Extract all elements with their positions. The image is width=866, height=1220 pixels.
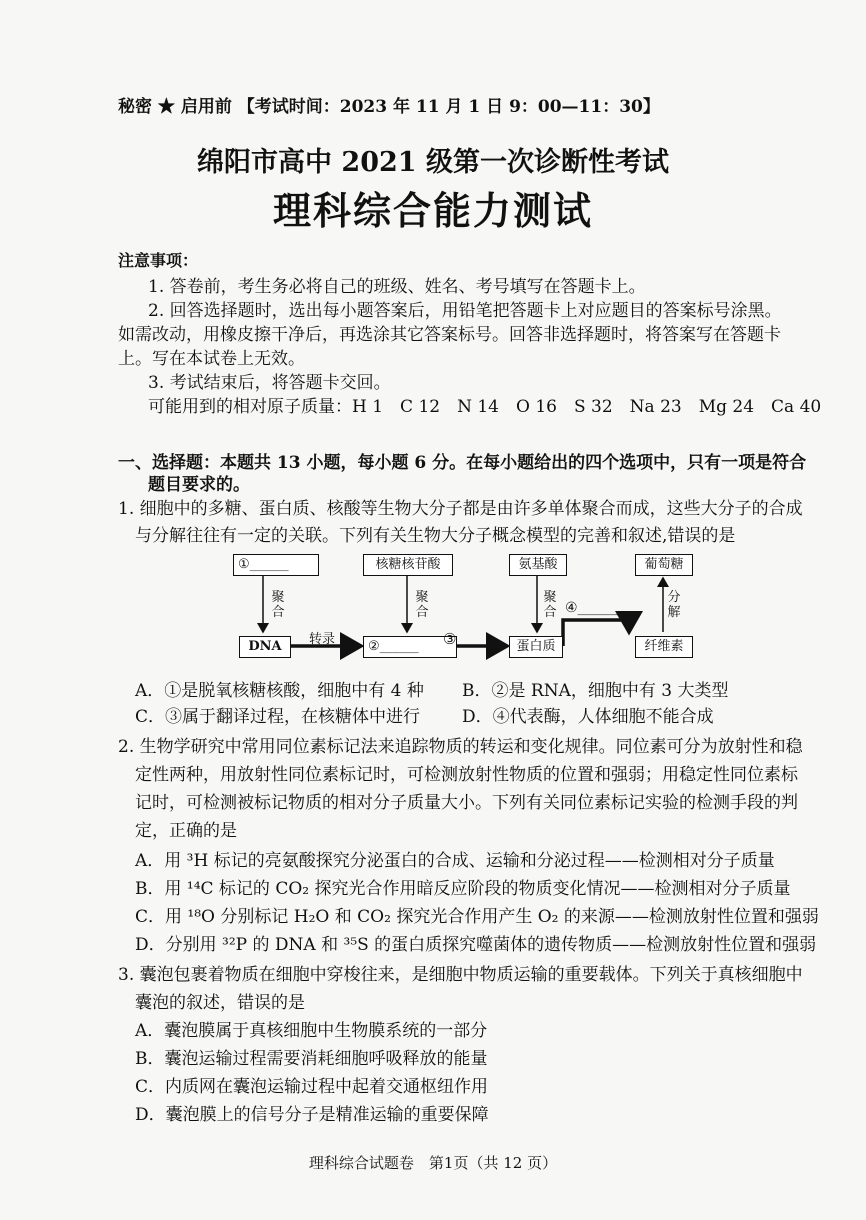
notes-line-2a: 2. 回答选择题时，选出每小题答案后，用铅笔把答题卡上对应题目的答案标号涂黑。 (148, 301, 782, 321)
q2-stem-d: 定，正确的是 (135, 821, 237, 841)
q2-option-d: D．分别用 ³²P 的 DNA 和 ³⁵S 的蛋白质探究噬菌体的遗传物质——检测放射性位置和强弱 (135, 935, 817, 955)
q3-stem-a: 3. 囊泡包裹着物质在细胞中穿梭往来，是细胞中物质运输的重要载体。下列关于真核细胞中 (118, 965, 803, 985)
q1-stem-a: 1. 细胞中的多糖、蛋白质、核酸等生物大分子都是由许多单体聚合而成，这些大分子的合成 (118, 499, 803, 519)
q1-stem-b: 与分解往往有一定的关联。下列有关生物大分子概念模型的完善和叙述,错误的是 (135, 526, 736, 546)
section1-heading-b: 题目要求的。 (148, 475, 250, 495)
atomic-mass-line: 可能用到的相对原子质量：H 1 C 12 N 14 O 16 S 32 Na 23 Mg 24 Ca 40 (148, 397, 822, 417)
q2-stem-c: 记时，可检测被标记物质的相对分子质量大小。下列有关同位素标记实验的检测手段的判 (135, 793, 798, 813)
arrow-protein-to-cellulose (563, 620, 629, 646)
q2-option-b: B．用 ¹⁴C 标记的 CO₂ 探究光合作用暗反应阶段的物质变化情况——检测相对分子质量 (135, 879, 791, 899)
page-footer: 理科综合试题卷 第1页（共 12 页） (308, 1154, 558, 1172)
box-ribonucleotide: 核糖核苷酸 (363, 554, 453, 576)
box-amino-acid: 氨基酸 (509, 554, 567, 576)
notes-line-2b: 如需改动，用橡皮擦干净后，再选涂其它答案标号。回答非选择题时，将答案写在答题卡 (118, 325, 781, 345)
box-glucose: 葡萄糖 (635, 554, 693, 576)
box-monomer-1: ①______ (233, 554, 319, 576)
notes-line-2c: 上。写在本试卷上无效。 (118, 349, 305, 369)
q1-option-a: A．①是脱氧核糖核酸，细胞中有 4 种 (135, 681, 424, 701)
q1-option-c: C．③属于翻译过程，在核糖体中进行 (135, 707, 421, 727)
q2-stem-a: 2. 生物学研究中常用同位素标记法来追踪物质的转运和变化规律。同位素可分为放射性和稳 (118, 737, 803, 757)
label-transcription: 转录 (309, 632, 336, 647)
q3-option-b: B．囊泡运输过程需要消耗细胞呼吸释放的能量 (135, 1049, 488, 1069)
notes-line-3: 3. 考试结束后，将答题卡交回。 (148, 373, 391, 393)
box-dna: DNA (239, 636, 291, 658)
q1-option-b: B．②是 RNA，细胞中有 3 大类型 (462, 681, 729, 701)
q3-option-c: C．内质网在囊泡运输过程中起着交通枢纽作用 (135, 1077, 489, 1097)
notes-line-1: 1. 答卷前，考生务必将自己的班级、姓名、考号填写在答题卡上。 (148, 277, 646, 297)
section1-heading-a: 一、选择题：本题共 13 小题，每小题 6 分。在每小题给出的四个选项中，只有一项是符合 (118, 453, 807, 473)
label-process-3: ③ (443, 630, 457, 648)
label-decompose: 分解 (667, 590, 681, 620)
q2-option-a: A．用 ³H 标记的亮氨酸探究分泌蛋白的合成、运输和分泌过程——检测相对分子质量 (135, 851, 775, 871)
exam-title: 绵阳市高中 2021 级第一次诊断性考试 (197, 147, 669, 178)
box-cellulose: 纤维素 (635, 636, 693, 658)
q3-option-d: D．囊泡膜上的信号分子是精准运输的重要保障 (135, 1105, 489, 1125)
secret-header-line: 秘密 ★ 启用前 【考试时间：2023 年 11 月 1 日 9：00—11：30】 (118, 97, 660, 117)
label-polymerize-2: 聚合 (415, 590, 429, 620)
q3-stem-b: 囊泡的叙述，错误的是 (135, 993, 305, 1013)
q1-option-d: D．④代表酶，人体细胞不能合成 (462, 707, 714, 727)
label-polymerize-3: 聚合 (543, 590, 557, 620)
notes-heading: 注意事项： (118, 251, 199, 270)
box-protein: 蛋白质 (509, 636, 563, 658)
q2-option-c: C．用 ¹⁸O 分别标记 H₂O 和 CO₂ 探究光合作用产生 O₂ 的来源——检测放射性位置和强弱 (135, 907, 819, 927)
label-molecule-4: ④______ (565, 600, 620, 616)
macromolecule-concept-diagram (225, 548, 695, 666)
label-polymerize-1: 聚合 (271, 590, 285, 620)
exam-subtitle: 理科综合能力测试 (272, 189, 593, 233)
q3-option-a: A．囊泡膜属于真核细胞中生物膜系统的一部分 (135, 1021, 488, 1041)
box-product-2: ②______ (363, 636, 457, 658)
q2-stem-b: 定性两种，用放射性同位素标记时，可检测放射性物质的位置和强弱；用稳定性同位素标 (135, 765, 798, 785)
